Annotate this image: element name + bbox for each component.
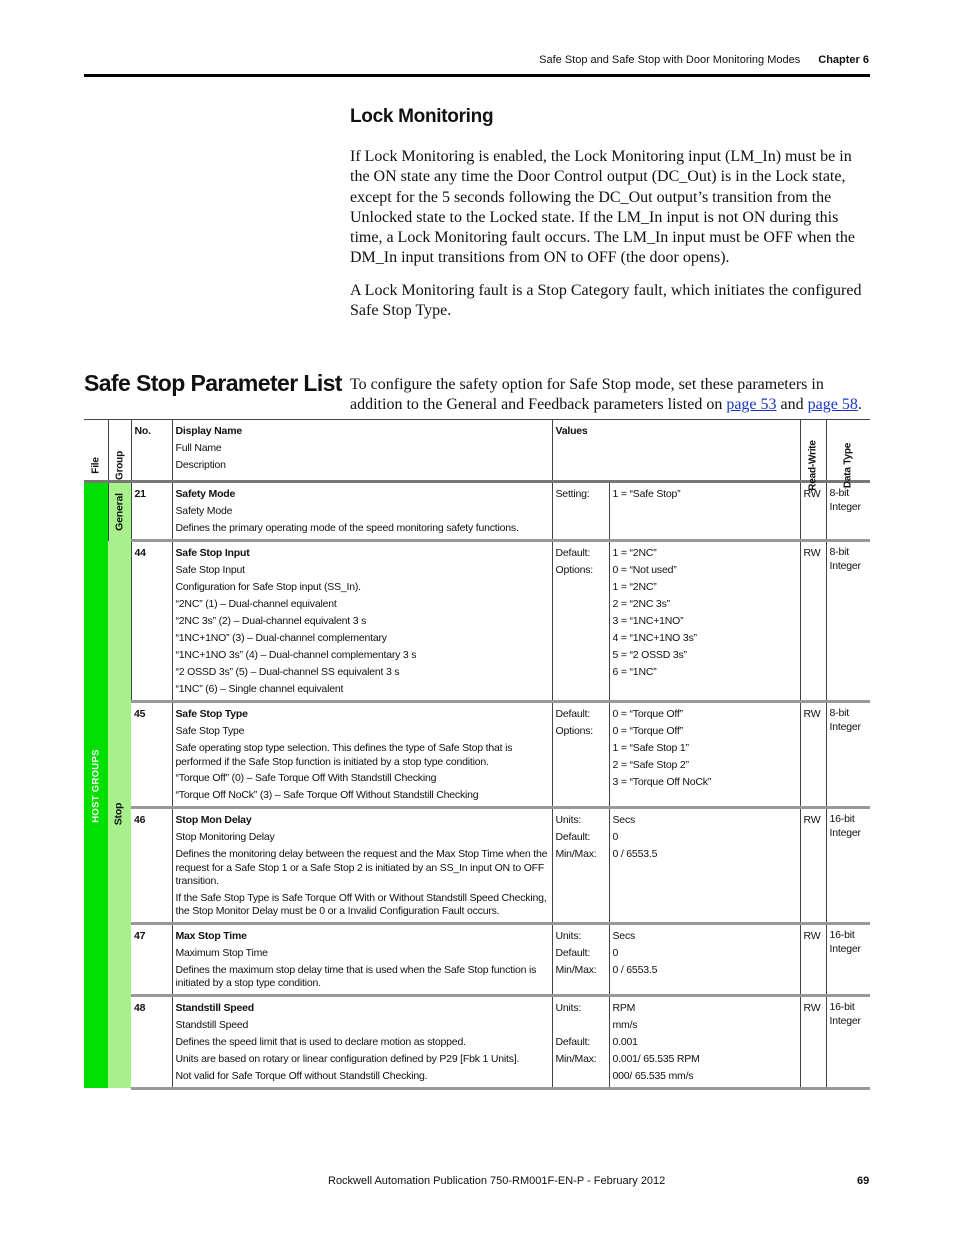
parameter-number: 45 [131, 702, 172, 808]
table-row [84, 923, 870, 995]
value-labels [552, 702, 609, 808]
parameter-name-description [172, 808, 552, 924]
value-entry: 0 = “Torque Off” [612, 725, 683, 737]
data-type-value: 16-bit Integer [826, 923, 870, 995]
parameter-description-line: “2NC” (1) – Dual-channel equivalent [175, 598, 337, 610]
data-type-value: 8-bit Integer [826, 702, 870, 808]
table-body [84, 482, 870, 1089]
header-display-name: Display Name [175, 425, 242, 437]
value-entry: 0.001/ 65.535 RPM [612, 1052, 700, 1065]
parameter-display-name: Stop Mon Delay [175, 814, 252, 826]
page-53-link[interactable]: page 53 [726, 396, 777, 414]
parameter-full-name: Safe Stop Input [175, 564, 245, 576]
table-row [84, 482, 870, 541]
value-labels [552, 923, 609, 995]
parameter-name-description [172, 482, 552, 541]
table-row [84, 995, 870, 1088]
value-entry: 5 = “2 OSSD 3s” [612, 649, 687, 661]
value-label: Default: [555, 708, 591, 720]
header-file-label: File [90, 457, 102, 474]
parameter-display-name: Safe Stop Input [175, 547, 250, 559]
parameter-full-name: Maximum Stop Time [175, 946, 268, 959]
parameter-description-line: Defines the monitoring delay between the request and the Max Stop Time when the request for a Safe Stop 1 or a Safe Stop 2 is initiated by an SS_In input ON to OFF transition. [175, 848, 548, 887]
footer-publication: Rockwell Automation Publication 750-RM001F-EN-P - February 2012 [328, 1175, 666, 1187]
value-entry: 6 = “1NC” [612, 666, 657, 678]
header-number [131, 420, 172, 482]
value-entry: 4 = “1NC+1NO 3s” [612, 632, 697, 644]
value-label: Min/Max: [555, 1052, 597, 1065]
value-label [556, 1068, 606, 1085]
data-type-value: 16-bit Integer [826, 995, 870, 1088]
parameter-number: 47 [131, 923, 172, 995]
value-entry: 2 = “Safe Stop 2” [612, 759, 689, 771]
header-number-label: No. [134, 425, 151, 437]
read-write-value: RW [800, 995, 826, 1088]
value-labels [552, 541, 609, 702]
value-label: Setting: [555, 488, 590, 500]
value-label: Units: [555, 1001, 582, 1014]
data-type-value: 8-bit Integer [826, 541, 870, 702]
header-file [84, 420, 108, 482]
parameter-name-description [172, 923, 552, 995]
value-labels [552, 995, 609, 1088]
parameter-description-line: If the Safe Stop Type is Safe Torque Off With or Without Standstill Speed Checking, the Stop Monitor Delay must be 0 or a Invalid Configuration Fault occurs. [175, 891, 547, 917]
value-label: Default: [555, 946, 591, 959]
parameter-number: 21 [131, 482, 172, 541]
safe-stop-parameter-list-heading: Safe Stop Parameter List [84, 370, 342, 396]
parameter-number: 48 [131, 995, 172, 1088]
value-entry: 000/ 65.535 mm/s [612, 1069, 694, 1082]
header-full-name: Full Name [175, 442, 222, 454]
header-description: Description [175, 459, 226, 471]
group-stop [108, 541, 131, 1089]
value-label: Units: [555, 814, 582, 826]
group-general-label: General [113, 492, 125, 531]
header-section: Safe Stop and Safe Stop with Door Monitoring Modes [539, 54, 801, 66]
read-write-value: RW [800, 923, 826, 995]
value-entries [609, 995, 800, 1088]
parameter-full-name: Stop Monitoring Delay [175, 831, 275, 843]
page-58-link[interactable]: page 58 [807, 396, 858, 414]
parameter-description-line: Defines the speed limit that is used to declare motion as stopped. [175, 1035, 466, 1048]
lock-monitoring-paragraph-2: A Lock Monitoring fault is a Stop Category fault, which initiates the configured Safe Stop Type. [350, 282, 862, 320]
header-name-description [172, 420, 552, 482]
value-entry: Secs [612, 814, 636, 826]
parameter-description-line: “1NC” (6) – Single channel equivalent [175, 683, 344, 695]
parameter-display-name: Safety Mode [175, 488, 236, 500]
parameter-name-description [172, 702, 552, 808]
parameter-name-description [172, 541, 552, 702]
value-entries [609, 541, 800, 702]
parameter-description-line: “Torque Off” (0) – Safe Torque Off With Standstill Checking [175, 772, 437, 784]
read-write-value: RW [800, 482, 826, 541]
value-entry: 0 [612, 831, 619, 843]
group-general [108, 482, 131, 541]
value-label: Min/Max: [555, 848, 597, 860]
value-entry: 0 = “Not used” [612, 564, 677, 576]
data-type-value: 16-bit Integer [826, 808, 870, 924]
value-label: Options: [555, 725, 594, 737]
parameter-description-line: “2NC 3s” (2) – Dual-channel equivalent 3 s [175, 615, 367, 627]
value-entry: mm/s [612, 1018, 638, 1031]
table-row [84, 541, 870, 702]
parameter-description-line: Safe operating stop type selection. This defines the type of Safe Stop that is performed if the Safe Stop function is initiated by a stop type condition. [175, 742, 513, 768]
value-entries [609, 482, 800, 541]
header-values-label: Values [555, 425, 588, 437]
parameter-description-line: “1NC+1NO 3s” (4) – Dual-channel complementary 3 s [175, 649, 417, 661]
value-entry: 0 [612, 946, 619, 959]
value-entry: Secs [612, 929, 636, 942]
lock-monitoring-heading: Lock Monitoring [350, 106, 494, 127]
value-label: Units: [555, 929, 582, 942]
parameter-full-name: Standstill Speed [175, 1018, 249, 1031]
read-write-value: RW [800, 808, 826, 924]
safe-stop-parameter-table [84, 419, 870, 1090]
parameter-full-name: Safety Mode [175, 505, 233, 517]
value-entry: RPM [612, 1001, 636, 1014]
running-header [539, 54, 869, 66]
header-data-type-label: Data Type [842, 442, 854, 489]
file-band-label: HOST GROUPS [90, 748, 102, 823]
group-stop-label: Stop [112, 802, 125, 826]
header-data-type [826, 420, 870, 489]
header-read-write [800, 420, 826, 491]
table-header-row [84, 420, 870, 482]
value-entry: 2 = “2NC 3s” [612, 598, 670, 610]
parameter-number: 44 [131, 541, 172, 702]
parameter-description-line: “1NC+1NO” (3) – Dual-channel complementary [175, 632, 387, 644]
value-entry: 1 = “Safe Stop” [612, 488, 681, 500]
intro-text-mid: and [776, 396, 808, 414]
value-entry: 1 = “Safe Stop 1” [612, 742, 689, 754]
value-entry: 1 = “2NC” [612, 547, 657, 559]
intro-text-end: . [857, 396, 862, 414]
value-entry: 1 = “2NC” [612, 581, 657, 593]
header-rule [84, 74, 870, 77]
data-type-value: 8-bit Integer [826, 482, 870, 541]
value-entry: 3 = “1NC+1NO” [612, 615, 684, 627]
value-label: Options: [555, 564, 594, 576]
parameter-display-name: Safe Stop Type [175, 708, 248, 720]
lock-monitoring-paragraph-1: If Lock Monitoring is enabled, the Lock Monitoring input (LM_In) must be in the ON state any time the Door Control output (DC_Out) is in the Lock state, except for the 5 seconds following the DC_Out output’s transition from the Unlocked state to the Locked state. If the LM_In input is not ON during this time, a Lock Monitoring fault occurs. The LM_In input must be OFF when the DM_In input transitions from ON to OFF (the door opens). [350, 148, 855, 267]
value-entry: 0.001 [612, 1035, 638, 1048]
parameter-description-line: Defines the primary operating mode of the speed monitoring safety functions. [175, 522, 519, 534]
read-write-value: RW [800, 541, 826, 702]
parameter-description-line: “2 OSSD 3s” (5) – Dual-channel SS equivalent 3 s [175, 666, 400, 678]
value-labels [552, 482, 609, 541]
header-read-write-label: Read-Write [807, 440, 819, 491]
parameter-description-line: Configuration for Safe Stop input (SS_In). [175, 581, 361, 593]
parameter-description-line: “Torque Off NoCk” (3) – Safe Torque Off Without Standstill Checking [175, 789, 479, 801]
read-write-value: RW [800, 702, 826, 808]
header-group [108, 420, 131, 482]
value-entry: 0 / 6553.5 [612, 848, 658, 860]
value-entries [609, 702, 800, 808]
file-band [84, 482, 108, 1089]
footer-page-number: 69 [857, 1175, 870, 1187]
parameter-description-line: Units are based on rotary or linear configuration defined by P29 [Fbk 1 Units]. [175, 1052, 520, 1065]
value-label [556, 1017, 606, 1034]
parameter-description-line: Defines the maximum stop delay time that is used when the Safe Stop function is initiated by a stop type condition. [175, 963, 537, 989]
value-label: Default: [555, 1035, 591, 1048]
table-row [84, 808, 870, 924]
value-entries [609, 808, 800, 924]
value-label: Min/Max: [555, 963, 597, 976]
value-entry: 0 / 6553.5 [612, 963, 658, 976]
value-entry: 0 = “Torque Off” [612, 708, 683, 720]
intro-text-start: To configure the safety option for Safe Stop mode, set these parameters in addition to the General and Feedback parameters listed on [350, 376, 824, 414]
value-entries [609, 923, 800, 995]
parameter-number: 46 [131, 808, 172, 924]
header-chapter: Chapter 6 [818, 54, 869, 66]
value-labels [552, 808, 609, 924]
parameter-description-line: Not valid for Safe Torque Off without Standstill Checking. [175, 1069, 428, 1082]
parameter-display-name: Standstill Speed [175, 1001, 254, 1014]
header-group-label: Group [114, 451, 125, 480]
value-label: Default: [555, 547, 591, 559]
value-label: Default: [555, 831, 591, 843]
table-row [84, 702, 870, 808]
header-values [552, 420, 800, 482]
value-entry: 3 = “Torque Off NoCk” [612, 776, 712, 788]
safe-stop-intro-paragraph [350, 375, 870, 416]
parameter-name-description [172, 995, 552, 1088]
parameter-display-name: Max Stop Time [175, 929, 247, 942]
parameter-full-name: Safe Stop Type [175, 725, 245, 737]
